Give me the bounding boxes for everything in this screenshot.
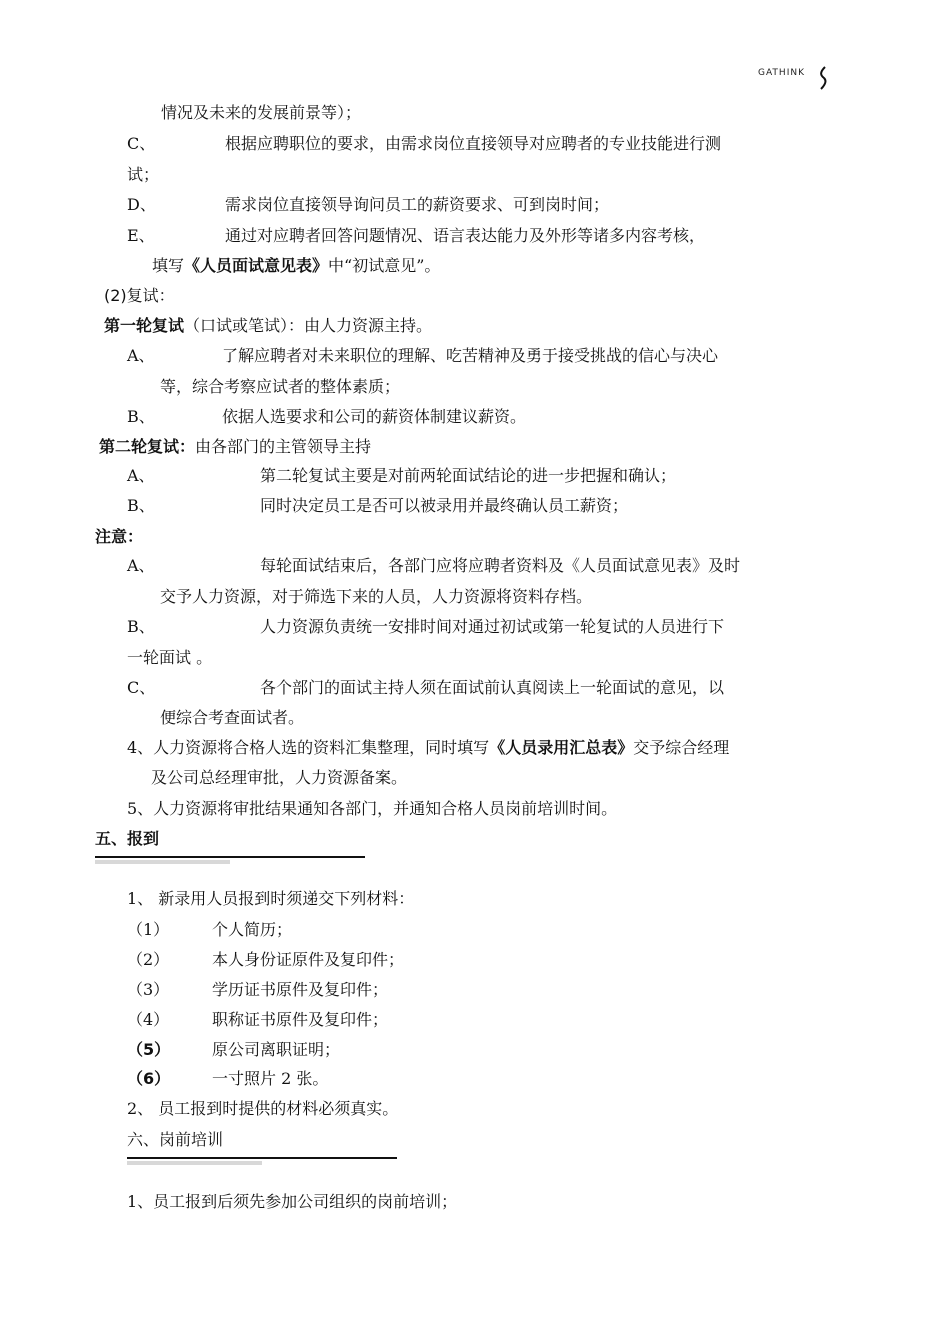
material-number: （4）: [127, 1010, 170, 1029]
material-number: （6）: [127, 1069, 171, 1088]
text-line: [127, 738, 729, 758]
round-title: 第一轮复试: [104, 316, 185, 335]
text-line: [99, 437, 371, 457]
text-span: 填写: [152, 256, 185, 275]
section-rule-shadow: [127, 1161, 262, 1165]
text-span: （口试或笔试）：由人力资源主持。: [184, 316, 433, 335]
text-line: 各个部门的面试主持人须在面试前认真阅读上一轮面试的意见，以: [260, 678, 725, 697]
material-text: 个人简历；: [212, 920, 293, 939]
list-marker: A、: [127, 556, 155, 575]
material-number: （5）: [127, 1040, 171, 1059]
brand-logo-text: GATHINK: [758, 68, 805, 78]
text-line: 及公司总经理审批，人力资源备案。: [151, 768, 408, 787]
material-text: 本人身份证原件及复印件；: [212, 950, 405, 969]
text-line: 第二轮复试主要是对前两轮面试结论的进一步把握和确认；: [260, 466, 677, 485]
text-line: 了解应聘者对未来职位的理解、吃苦精神及勇于接受挑战的信心与决心: [222, 346, 719, 365]
list-marker: B、: [127, 496, 155, 515]
material-text: 学历证书原件及复印件；: [212, 980, 389, 999]
text-span: 中“初试意见”。: [328, 256, 441, 275]
material-text: 原公司离职证明；: [212, 1040, 341, 1059]
text-line: 一轮面试 。: [127, 648, 213, 667]
list-marker: A、: [127, 346, 155, 365]
text-line: 同时决定员工是否可以被录用并最终确认员工薪资；: [260, 496, 629, 515]
list-marker: B、: [127, 407, 155, 426]
section-title: 五、报到: [95, 829, 160, 848]
text-line: 试；: [127, 165, 160, 184]
text-line: 人力资源负责统一安排时间对通过初试或第一轮复试的人员进行下: [260, 617, 725, 636]
text-line: 2、 员工报到时提供的材料必须真实。: [127, 1099, 399, 1118]
material-number: （2）: [127, 950, 170, 969]
text-line: 情况及未来的发展前景等）；: [161, 103, 362, 122]
text-line: [104, 316, 432, 336]
section-rule: [127, 1157, 397, 1159]
material-text: 职称证书原件及复印件；: [212, 1010, 389, 1029]
form-name: 《人员录用汇总表》: [489, 738, 634, 757]
text-span: 交予综合经理: [633, 738, 730, 757]
text-line: 5、人力资源将审批结果通知各部门，并通知合格人员岗前培训时间。: [127, 799, 618, 818]
text-line: 1、 新录用人员报到时须递交下列材料：: [127, 889, 415, 908]
material-text: 一寸照片 2 张。: [212, 1069, 329, 1088]
text-line: 便综合考查面试者。: [160, 708, 305, 727]
text-span: 4、人力资源将合格人选的资料汇集整理，同时填写: [127, 738, 490, 757]
list-marker: A、: [127, 466, 155, 485]
text-line: 交予人力资源，对于筛选下来的人员，人力资源将资料存档。: [160, 587, 593, 606]
list-marker: B、: [127, 617, 155, 636]
material-number: （1）: [127, 920, 170, 939]
text-line: 依据人选要求和公司的薪资体制建议薪资。: [222, 407, 527, 426]
list-marker: C、: [127, 134, 156, 153]
text-line: 需求岗位直接领导询问员工的薪资要求、可到岗时间；: [225, 195, 610, 214]
list-marker: C、: [127, 678, 156, 697]
list-marker: E、: [127, 226, 155, 245]
text-line: 每轮面试结束后，各部门应将应聘者资料及《人员面试意见表》及时: [260, 556, 741, 575]
text-line: 根据应聘职位的要求，由需求岗位直接领导对应聘者的专业技能进行测: [225, 134, 722, 153]
text-line: [152, 256, 440, 276]
brand-logo-icon: [818, 66, 828, 90]
section-rule-shadow: [95, 860, 230, 864]
text-line: 等，综合考察应试者的整体素质；: [160, 377, 401, 396]
text-line: 通过对应聘者回答问题情况、语言表达能力及外形等诸多内容考核，: [225, 226, 706, 245]
text-line: 1、员工报到后须先参加公司组织的岗前培训；: [127, 1192, 458, 1211]
subheading: (2)复试：: [104, 286, 175, 305]
form-name: 《人员面试意见表》: [184, 256, 329, 275]
material-number: （3）: [127, 980, 170, 999]
section-title: 六、岗前培训: [127, 1130, 224, 1149]
round-title: 第二轮复试：: [99, 437, 196, 456]
section-rule: [95, 856, 365, 858]
text-span: 由各部门的主管领导主持: [195, 437, 372, 456]
note-heading: 注意：: [95, 527, 144, 546]
list-marker: D、: [127, 195, 156, 214]
